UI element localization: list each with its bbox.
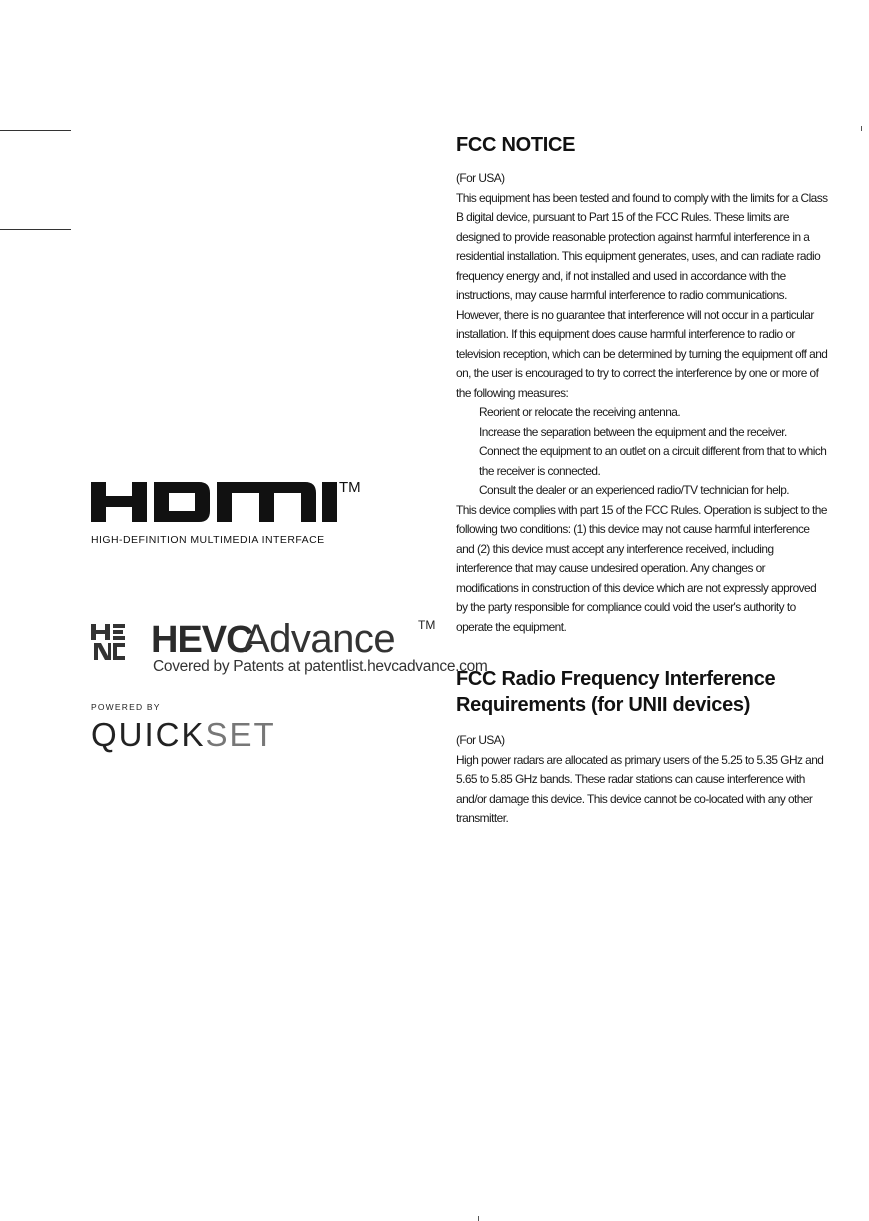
crop-mark-top-right: [861, 126, 862, 131]
quickset-powered-by: POWERED BY: [91, 702, 161, 712]
hevc-tm: TM: [418, 618, 436, 632]
list-item: Consult the dealer or an experienced radio/TV technician for help.: [479, 483, 790, 497]
crop-mark-bottom: [478, 1216, 479, 1221]
margin-rule-top: [0, 130, 71, 131]
fcc-measures-list: [456, 403, 828, 501]
fcc-notice-title: FCC NOTICE: [456, 134, 576, 156]
fcc-rf-region: (For USA): [456, 733, 505, 747]
list-item: Reorient or relocate the receiving antenna.: [479, 405, 681, 419]
quickset-name-part-1: QUICK: [91, 716, 206, 753]
quickset-wordmark: [91, 716, 276, 754]
hdmi-subtitle: HIGH-DEFINITION MULTIMEDIA INTERFACE: [91, 534, 325, 546]
hevc-bold-text: HEVC: [151, 619, 253, 660]
hevc-subtitle: Covered by Patents at patentlist.hevcadvance.com: [153, 658, 488, 675]
fcc-rf-title: FCC Radio Frequency Interference Requirements (for UNII devices): [456, 668, 776, 716]
list-item: Increase the separation between the equipment and the receiver.: [479, 424, 787, 439]
fcc-text-column: [456, 132, 828, 829]
hevc-wordmark: [91, 610, 436, 660]
fcc-rf-paragraph: High power radars are allocated as primary users of the 5.25 to 5.35 GHz and 5.65 to 5.85 GHz bands. These radar stations can cause interference with and/or damage this device. This device cannot be co-located with any other transmitter.: [456, 752, 824, 825]
fcc-notice-region: (For USA): [456, 171, 505, 185]
margin-rule-bottom: [0, 229, 71, 230]
quickset-logo: [91, 702, 276, 762]
fcc-notice-paragraph-2: This device complies with part 15 of the FCC Rules. Operation is subject to the following two conditions: (1) this device may not cause harmful interference and (2) this device must accept any interference received, including interference that may cause undesired operation. Any changes or modifications in construction of this device which are not expressly approved by the party responsible for compliance could void the user's authority to operate the equipment.: [456, 502, 827, 634]
hevc-symbol-icon: [91, 624, 125, 660]
fcc-notice-paragraph-1: This equipment has been tested and found to comply with the limits for a Class B digital device, pursuant to Part 15 of the FCC Rules. These limits are designed to provide reasonable protection against harmful interference in a residential installation. This equipment generates, uses, and can radiate radio frequency energy and, if not installed and used in accordance with the instructions, may cause harmful interference to radio communications. However, there is no guarantee that interference will not occur in a particular installation. If this equipment does cause harmful interference to radio or television reception, which can be determined by turning the equipment off and on, the user is encouraged to try to correct the interference by one or more of the following measures:: [456, 190, 828, 400]
list-item: Connect the equipment to an outlet on a circuit different from that to which the receiver is connected.: [479, 444, 827, 478]
hdmi-tm: TM: [339, 479, 361, 496]
hdmi-wordmark: [91, 478, 363, 528]
hdmi-logo: [91, 478, 363, 546]
quickset-name-part-2: SET: [205, 716, 276, 753]
hevc-advance-logo: [91, 610, 488, 680]
hevc-light-text: Advance: [243, 617, 396, 660]
